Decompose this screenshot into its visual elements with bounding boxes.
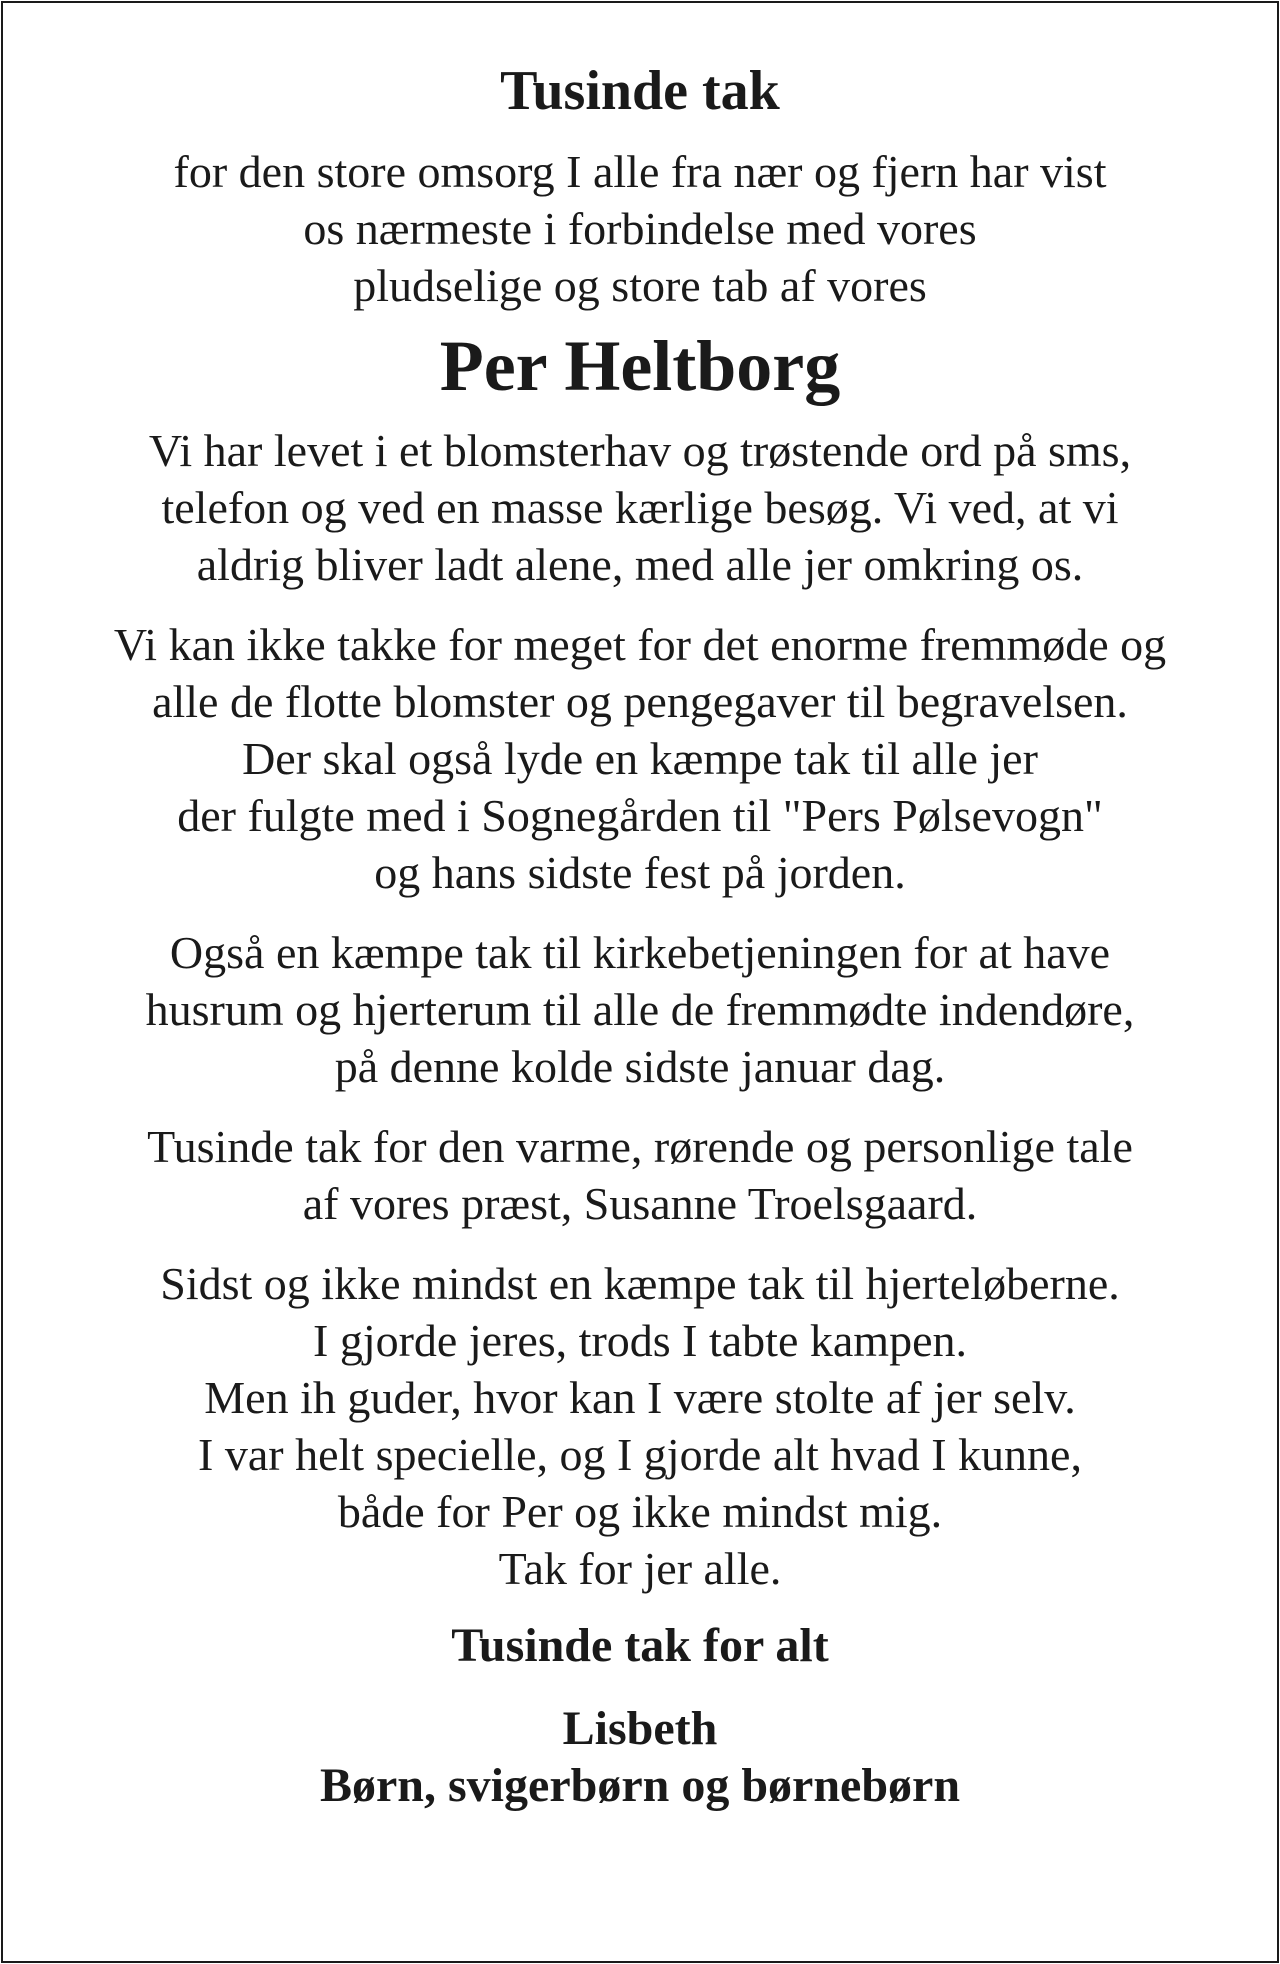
paragraph-line: Sidst og ikke mindst en kæmpe tak til hjerteløberne. — [160, 1258, 1120, 1309]
paragraph-line: Tusinde tak for den varme, rørende og personlige tale — [147, 1121, 1133, 1172]
paragraph-condolences — [3, 422, 1277, 593]
paragraph-line: Tak for jer alle. — [498, 1543, 782, 1594]
deceased-name: Per Heltborg — [439, 326, 841, 406]
paragraph-line: alle de flotte blomster og pengegaver til begravelsen. — [152, 676, 1128, 727]
signature — [3, 1700, 1277, 1814]
paragraph-priest — [3, 1118, 1277, 1232]
paragraph-line: I gjorde jeres, trods I tabte kampen. — [313, 1315, 967, 1366]
closing-thanks: Tusinde tak for alt — [451, 1619, 829, 1672]
paragraph-line: Vi har levet i et blomsterhav og trøstende ord på sms, — [148, 425, 1132, 476]
paragraph-line: I var helt specielle, og I gjorde alt hvad I kunne, — [198, 1429, 1082, 1480]
notice-frame — [1, 1, 1279, 1963]
paragraph-line: og hans sidste fest på jorden. — [374, 847, 906, 898]
intro-line: os nærmeste i forbindelse med vores — [303, 203, 977, 254]
paragraph-line: Der skal også lyde en kæmpe tak til alle jer — [242, 733, 1038, 784]
intro-paragraph — [3, 143, 1277, 314]
paragraph-line: der fulgte med i Sognegården til "Pers Pølsevogn" — [177, 790, 1103, 841]
notice-content — [3, 3, 1277, 1814]
paragraph-line: både for Per og ikke mindst mig. — [337, 1486, 943, 1537]
paragraph-line: på denne kolde sidste januar dag. — [334, 1041, 946, 1092]
notice-heading: Tusinde tak — [500, 60, 780, 122]
signature-family: Børn, svigerbørn og børnebørn — [319, 1759, 961, 1812]
paragraph-heart-runners — [3, 1255, 1277, 1597]
intro-line: pludselige og store tab af vores — [353, 260, 927, 311]
paragraph-line: Vi kan ikke takke for meget for det enorme fremmøde og — [113, 619, 1167, 670]
paragraph-line: husrum og hjerterum til alle de fremmødte indendøre, — [145, 984, 1135, 1035]
paragraph-line: telefon og ved en masse kærlige besøg. Vi ved, at vi — [161, 482, 1119, 533]
paragraph-church-staff — [3, 924, 1277, 1095]
paragraph-line: af vores præst, Susanne Troelsgaard. — [302, 1178, 978, 1229]
paragraph-line: aldrig bliver ladt alene, med alle jer omkring os. — [196, 539, 1084, 590]
paragraph-line: Også en kæmpe tak til kirkebetjeningen for at have — [169, 927, 1111, 978]
intro-line: for den store omsorg I alle fra nær og fjern har vist — [173, 146, 1107, 197]
signature-name: Lisbeth — [562, 1702, 718, 1755]
paragraph-funeral — [3, 616, 1277, 901]
paragraph-line: Men ih guder, hvor kan I være stolte af jer selv. — [204, 1372, 1076, 1423]
